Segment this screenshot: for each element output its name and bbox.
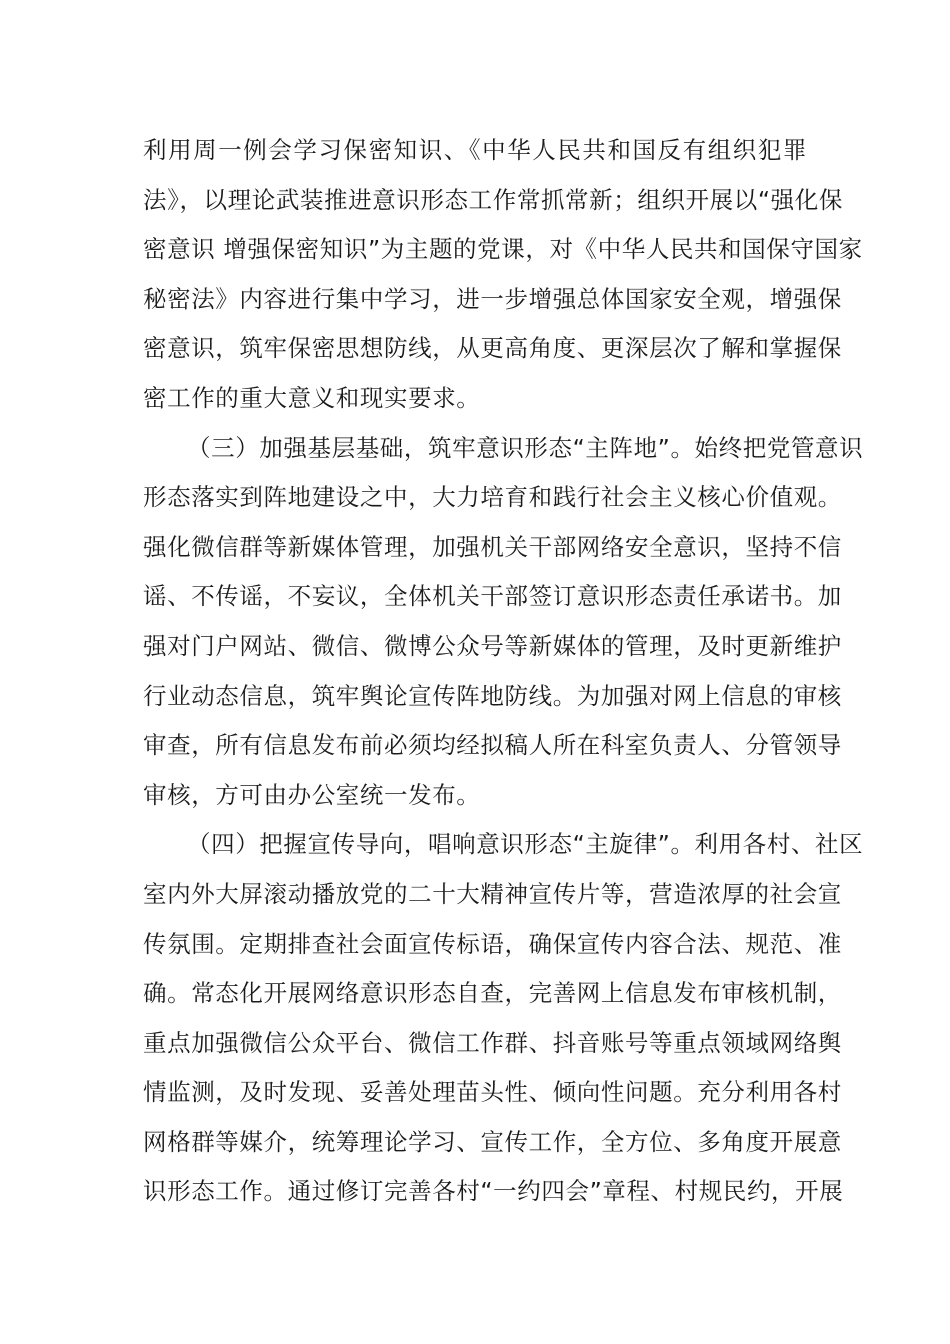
text-line: 情监测，及时发现、妥善处理苗头性、倾向性问题。充分利用各村 (143, 1078, 842, 1107)
text-line: 审核，方可由办公室统一发布。 (143, 780, 481, 809)
text-line: 密工作的重大意义和现实要求。 (143, 383, 481, 412)
text-line: 密意识 增强保密知识”为主题的党课，对《中华人民共和国保守国家 (143, 235, 863, 264)
section-heading-line: （四）把握宣传导向，唱响意识形态“主旋律”。利用各村、社区 (187, 830, 864, 859)
text-line: 识形态工作。通过修订完善各村“一约四会”章程、村规民约，开展 (143, 1177, 844, 1206)
text-line: 密意识，筑牢保密思想防线，从更高角度、更深层次了解和掌握保 (143, 334, 842, 363)
text-line: 室内外大屏滚动播放党的二十大精神宣传片等，营造浓厚的社会宣 (143, 879, 842, 908)
text-line: 法》，以理论武装推进意识形态工作常抓常新；组织开展以“强化保 (143, 185, 843, 214)
text-line: 谣、不传谣，不妄议，全体机关干部签订意识形态责任承诺书。加 (143, 582, 842, 611)
text-line: 形态落实到阵地建设之中，大力培育和践行社会主义核心价值观。 (143, 483, 842, 512)
text-line: 秘密法》内容进行集中学习，进一步增强总体国家安全观，增强保 (143, 284, 842, 313)
text-line: 重点加强微信公众平台、微信工作群、抖音账号等重点领域网络舆 (143, 1028, 842, 1057)
text-line: 网格群等媒介，统筹理论学习、宣传工作，全方位、多角度开展意 (143, 1127, 842, 1156)
text-line: 行业动态信息，筑牢舆论宣传阵地防线。为加强对网上信息的审核 (143, 681, 842, 710)
text-line: 审查，所有信息发布前必须均经拟稿人所在科室负责人、分管领导 (143, 731, 842, 760)
text-line: 确。常态化开展网络意识形态自查，完善网上信息发布审核机制， (143, 979, 842, 1008)
text-line: 传氛围。定期排查社会面宣传标语，确保宣传内容合法、规范、准 (143, 929, 842, 958)
text-line: 利用周一例会学习保密知识、《中华人民共和国反有组织犯罪 (143, 136, 807, 164)
body-text (143, 126, 864, 1217)
section-heading-line: （三）加强基层基础，筑牢意识形态“主阵地”。始终把党管意识 (187, 433, 864, 462)
text-line: 强对门户网站、微信、微博公众号等新媒体的管理，及时更新维护 (143, 631, 842, 660)
text-line: 强化微信群等新媒体管理，加强机关干部网络安全意识，坚持不信 (143, 532, 842, 561)
